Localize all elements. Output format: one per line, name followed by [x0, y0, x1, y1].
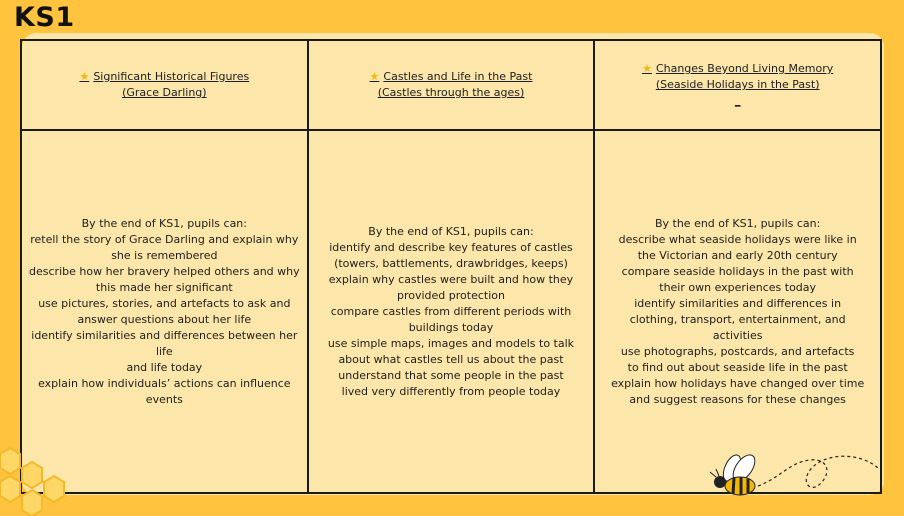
- page-title: KS1: [14, 2, 75, 33]
- objective-text: provided protection: [396, 288, 505, 302]
- bee-icon: [700, 448, 884, 503]
- objective-text: identify similarities and differences in: [634, 296, 842, 310]
- objective-text: about what castles tell us about the past: [338, 352, 564, 366]
- star-icon: ★: [79, 70, 90, 83]
- column-header-1-title: Significant Historical Figures: [93, 70, 250, 83]
- column-body-1: [21, 130, 308, 493]
- intro-text: By the end of KS1, pupils can:: [81, 216, 247, 230]
- objective-text: events: [145, 392, 183, 406]
- column-header-3: [594, 40, 881, 130]
- objective-text: buildings today: [408, 320, 494, 334]
- objective-text: retell the story of Grace Darling and explain why: [30, 232, 299, 246]
- objective-text: identify and describe key features of castles: [329, 240, 573, 254]
- objective-text: she is remembered: [111, 248, 218, 262]
- objective-text: and life today: [126, 360, 203, 374]
- star-icon: ★: [642, 62, 652, 75]
- column-header-1-subtitle: (Grace Darling): [122, 86, 207, 99]
- objective-text: describe what seaside holidays were like in: [618, 232, 857, 246]
- objective-text: their own experiences today: [659, 280, 817, 294]
- objective-text: describe how her bravery helped others and why: [29, 264, 300, 278]
- column-header-3-extra: _: [734, 94, 741, 107]
- intro-text: By the end of KS1, pupils can:: [654, 216, 821, 230]
- honeycomb-icon: [0, 446, 80, 516]
- column-header-1: [21, 40, 308, 130]
- column-body-3: [594, 130, 881, 493]
- intro-text: By the end of KS1, pupils can:: [368, 224, 534, 238]
- objective-text: explain why castles were built and how they: [328, 272, 574, 286]
- objective-text: use photographs, postcards, and artefacts: [620, 344, 855, 358]
- objective-text: compare seaside holidays in the past with: [621, 264, 854, 278]
- objective-text: and suggest reasons for these changes: [629, 392, 846, 406]
- objective-text: this made her significant: [95, 280, 233, 294]
- objective-text: to find out about seaside life in the past: [627, 360, 848, 374]
- objective-text: activities: [712, 328, 763, 342]
- column-header-2: [308, 40, 595, 130]
- table-header-row: [21, 40, 881, 130]
- objective-text: explain how holidays have changed over time: [611, 376, 865, 390]
- table-body-row: [21, 130, 881, 493]
- objective-text: use pictures, stories, and artefacts to ask and: [38, 296, 291, 310]
- objective-text: identify similarities and differences between her life: [31, 328, 298, 358]
- objective-text: lived very differently from people today: [341, 384, 561, 398]
- curriculum-table: [20, 39, 882, 494]
- column-header-3-subtitle: (Seaside Holidays in the Past): [655, 78, 820, 91]
- objective-text: (towers, battlements, drawbridges, keeps): [334, 256, 568, 270]
- objective-text: explain how individuals’ actions can influence: [38, 376, 291, 390]
- objective-text: answer questions about her life: [77, 312, 252, 326]
- objective-text: understand that some people in the past: [338, 368, 564, 382]
- objective-text: the Victorian and early 20th century: [637, 248, 838, 262]
- objective-text: compare castles from different periods with: [330, 304, 572, 318]
- objective-text: clothing, transport, entertainment, and: [629, 312, 846, 326]
- star-icon: ★: [369, 70, 380, 83]
- column-header-3-title: Changes Beyond Living Memory: [655, 62, 834, 75]
- column-header-2-title: Castles and Life in the Past: [383, 70, 533, 83]
- column-header-2-subtitle: (Castles through the ages): [377, 86, 525, 99]
- column-body-2: [308, 130, 595, 493]
- objective-text: use simple maps, images and models to talk: [327, 336, 575, 350]
